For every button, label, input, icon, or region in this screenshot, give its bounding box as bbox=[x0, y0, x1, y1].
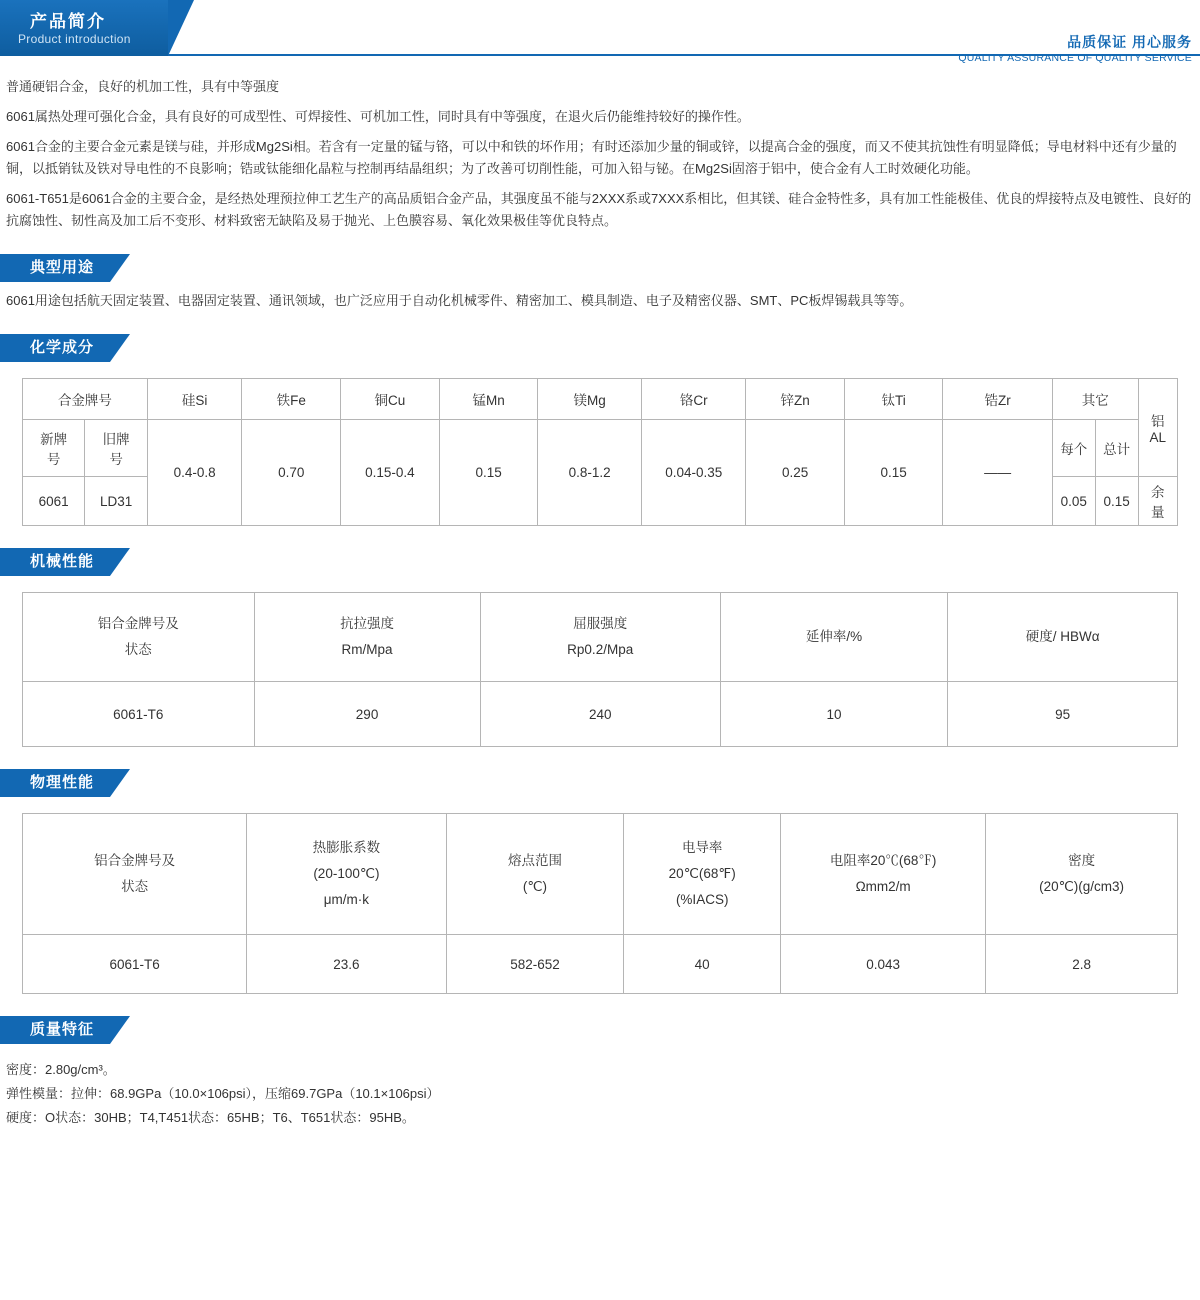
th-ti: 钛Ti bbox=[844, 379, 942, 420]
table-row-header bbox=[23, 593, 1178, 682]
section-typical-use bbox=[0, 254, 1200, 312]
th-melting-range bbox=[446, 814, 624, 935]
td-resistivity: 0.043 bbox=[781, 935, 986, 994]
td-density: 2.8 bbox=[986, 935, 1178, 994]
th-thermal-expansion-l3: μm/m·k bbox=[323, 892, 370, 907]
td-fe-value: 0.70 bbox=[242, 420, 340, 526]
th-al bbox=[1138, 379, 1177, 477]
quality-line-density: 密度：2.80g/cm³。 bbox=[6, 1062, 116, 1077]
td-si-value: 0.4-0.8 bbox=[147, 420, 242, 526]
th-grade-state-l2: 状态 bbox=[124, 642, 152, 657]
table-row bbox=[23, 935, 1178, 994]
slogan-cn: 品质保证 用心服务 bbox=[1067, 34, 1192, 50]
typical-use-text: 6061用途包括航天固定装置、电器固定装置、通讯领域，也广泛应用于自动化机械零件、精密加工、模具制造、电子及精密仪器、SMT、PC板焊锡载具等等。 bbox=[6, 293, 913, 308]
th-thermal-expansion-l1: 热膨胀系数 bbox=[312, 840, 381, 855]
th-yield-l2: Rp0.2/Mpa bbox=[567, 642, 634, 657]
section-chemical bbox=[0, 334, 1200, 526]
physical-properties-table bbox=[22, 813, 1178, 994]
section-title-mechanical: 机械性能 bbox=[0, 548, 110, 576]
td-other-total-value: 0.15 bbox=[1095, 477, 1138, 526]
td-melting-range: 582-652 bbox=[446, 935, 624, 994]
td-grade: 6061-T6 bbox=[23, 935, 247, 994]
th-hardness: 硬度/ HBWα bbox=[948, 593, 1178, 682]
th-fe: 铁Fe bbox=[242, 379, 340, 420]
section-title-quality: 质量特征 bbox=[0, 1016, 110, 1044]
th-grade-state bbox=[23, 814, 247, 935]
th-density-l1: 密度 bbox=[1068, 853, 1096, 868]
td-ti-value: 0.15 bbox=[844, 420, 942, 526]
quality-line-modulus: 弹性模量：拉伸：68.9GPa（10.0×106psi），压缩69.7GPa（10.1×106psi） bbox=[6, 1086, 440, 1101]
th-cu: 铜Cu bbox=[340, 379, 439, 420]
th-density-l2: (20℃)(g/cm3) bbox=[1039, 879, 1125, 894]
td-old-grade-value: LD31 bbox=[85, 477, 148, 526]
td-cu-value: 0.15-0.4 bbox=[340, 420, 439, 526]
table-row bbox=[23, 682, 1178, 747]
intro-paragraph-1: 普通硬铝合金，良好的机加工性，具有中等强度 bbox=[6, 79, 280, 94]
th-thermal-expansion-l2: (20-100℃) bbox=[313, 866, 380, 881]
td-al-value: 余 量 bbox=[1138, 477, 1177, 526]
th-resistivity-l1: 电阻率20℃(68℉) bbox=[829, 853, 937, 868]
th-conductivity bbox=[624, 814, 781, 935]
th-melting-range-l1: 熔点范围 bbox=[507, 853, 562, 868]
section-title-typical-use: 典型用途 bbox=[0, 254, 110, 282]
th-zr: 锆Zr bbox=[943, 379, 1053, 420]
td-grade: 6061-T6 bbox=[23, 682, 255, 747]
slogan-en: QUALITY ASSURANCE OF QUALITY SERVICE bbox=[958, 52, 1192, 64]
td-thermal-expansion: 23.6 bbox=[247, 935, 446, 994]
td-conductivity: 40 bbox=[624, 935, 781, 994]
th-other-each: 每个 bbox=[1052, 420, 1095, 477]
th-si: 硅Si bbox=[147, 379, 242, 420]
intro-paragraph-2: 6061属热处理可强化合金，具有良好的可成型性、可焊接性、可机加工性，同时具有中等强度，在退火后仍能维持较好的操作性。 bbox=[6, 109, 750, 124]
header-banner-tail bbox=[168, 0, 194, 56]
th-cr: 铬Cr bbox=[642, 379, 746, 420]
th-tensile bbox=[254, 593, 480, 682]
td-new-grade-value: 6061 bbox=[23, 477, 85, 526]
td-yield: 240 bbox=[480, 682, 720, 747]
th-grade-state bbox=[23, 593, 255, 682]
section-quality bbox=[0, 1016, 1200, 1130]
th-grade-state-l1: 铝合金牌号及 bbox=[97, 616, 179, 631]
td-mg-value: 0.8-1.2 bbox=[538, 420, 642, 526]
th-al-line1: 铝 bbox=[1151, 414, 1165, 429]
th-melting-range-l2: (℃) bbox=[522, 879, 548, 894]
th-zn: 锌Zn bbox=[746, 379, 844, 420]
th-other-total: 总计 bbox=[1095, 420, 1138, 477]
section-physical bbox=[0, 769, 1200, 994]
td-other-each-value: 0.05 bbox=[1052, 477, 1095, 526]
th-other: 其它 bbox=[1052, 379, 1138, 420]
th-resistivity bbox=[781, 814, 986, 935]
quality-line-hardness: 硬度：O状态：30HB；T4,T451状态：65HB；T6、T651状态：95HB。 bbox=[6, 1110, 415, 1125]
intro-paragraph-3: 6061合金的主要合金元素是镁与硅，并形成Mg2Si相。若含有一定量的锰与铬，可以中和铁的坏作用；有时还添加少量的铜或锌，以提高合金的强度，而又不使其抗蚀性有明显降低；导电材料中还有少量的铜，以抵销钛及铁对导电性的不良影响；锆或钛能细化晶粒与控制再结晶组织；为了改善可切削性能，可加入铅与铋。在Mg2Si固溶于铝中，使合金有人工时效硬化功能。 bbox=[6, 139, 1177, 176]
th-density bbox=[986, 814, 1178, 935]
page-title-en: Product introduction bbox=[18, 32, 131, 46]
th-grade-state-l2: 状态 bbox=[121, 879, 149, 894]
th-elongation: 延伸率/% bbox=[720, 593, 947, 682]
th-tensile-l2: Rm/Mpa bbox=[341, 642, 393, 657]
section-title-physical: 物理性能 bbox=[0, 769, 110, 797]
th-thermal-expansion bbox=[247, 814, 446, 935]
th-mn: 锰Mn bbox=[439, 379, 537, 420]
table-row-header bbox=[23, 379, 1178, 420]
table-row-subheader bbox=[23, 420, 1178, 477]
page-title: 产品简介 bbox=[30, 12, 106, 31]
th-yield bbox=[480, 593, 720, 682]
th-mg: 镁Mg bbox=[538, 379, 642, 420]
td-hardness: 95 bbox=[948, 682, 1178, 747]
mechanical-properties-table bbox=[22, 592, 1178, 747]
td-zn-value: 0.25 bbox=[746, 420, 844, 526]
th-yield-l1: 屈服强度 bbox=[573, 616, 628, 631]
th-conductivity-l1: 电导率 bbox=[681, 840, 723, 855]
td-cr-value: 0.04-0.35 bbox=[642, 420, 746, 526]
th-alloy-grade: 合金牌号 bbox=[23, 379, 148, 420]
th-resistivity-l2: Ωmm2/m bbox=[855, 879, 911, 894]
th-old-grade: 旧牌 号 bbox=[85, 420, 148, 477]
th-al-line2: AL bbox=[1149, 430, 1167, 445]
section-mechanical bbox=[0, 548, 1200, 747]
td-mn-value: 0.15 bbox=[439, 420, 537, 526]
td-tensile: 290 bbox=[254, 682, 480, 747]
page-header bbox=[0, 0, 1200, 62]
td-zr-value: —— bbox=[943, 420, 1053, 526]
th-new-grade: 新牌 号 bbox=[23, 420, 85, 477]
table-row-header bbox=[23, 814, 1178, 935]
intro-paragraph-4: 6061-T651是6061合金的主要合金，是经热处理预拉伸工艺生产的高品质铝合金产品，其强度虽不能与2XXX系或7XXX系相比，但其镁、硅合金特性多，具有加工性能极佳、优良的焊接特点及电镀性、良好的抗腐蚀性、韧性高及加工后不变形、材料致密无缺陷及易于抛光、上色膜容易、氧化效果极佳等优良特点。 bbox=[6, 191, 1192, 228]
th-conductivity-l3: (%IACS) bbox=[675, 892, 729, 907]
chemical-composition-table bbox=[22, 378, 1178, 526]
th-conductivity-l2: 20℃(68℉) bbox=[668, 866, 736, 881]
td-elongation: 10 bbox=[720, 682, 947, 747]
quality-list bbox=[0, 1058, 1200, 1130]
th-grade-state-l1: 铝合金牌号及 bbox=[94, 853, 176, 868]
th-tensile-l1: 抗拉强度 bbox=[340, 616, 395, 631]
section-title-chemical: 化学成分 bbox=[0, 334, 110, 362]
